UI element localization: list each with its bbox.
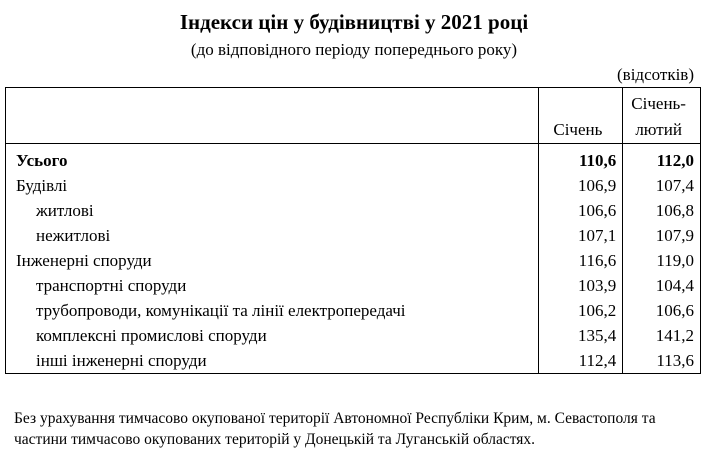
table-row — [6, 144, 701, 174]
row-jan-feb-cell: 106,6 — [655, 301, 694, 320]
header-january: Січень — [539, 88, 623, 144]
row-category-cell: транспортні споруди — [6, 273, 539, 298]
row-jan-feb-cell: 113,6 — [656, 351, 694, 370]
header-category — [6, 88, 539, 144]
row-january-cell: 106,9 — [539, 173, 623, 198]
row-category-cell: інші інженерні споруди — [6, 348, 539, 374]
table-row — [6, 198, 701, 223]
row-january-cell: 110,6 — [539, 144, 623, 174]
row-january-cell: 106,2 — [539, 298, 623, 323]
row-jan-feb-cell: 141,2 — [655, 326, 694, 345]
price-index-table — [5, 87, 701, 374]
row-january-cell: 106,6 — [539, 198, 623, 223]
row-category-cell: нежитлові — [6, 223, 539, 248]
table-row — [6, 173, 701, 198]
row-category-cell: житлові — [6, 198, 539, 223]
row-jan-feb-cell: 107,9 — [655, 226, 694, 245]
row-jan-feb-cell: 104,4 — [655, 276, 694, 295]
row-category-cell: трубопроводи, комунікації та лінії електропередачі — [6, 298, 539, 323]
row-jan-feb-cell: 119,0 — [656, 251, 694, 270]
header-jan-feb-line2: лютий — [635, 120, 682, 139]
table-body — [6, 144, 701, 374]
row-category-cell: Усього — [6, 144, 539, 174]
table-row — [6, 248, 701, 273]
page-subtitle: (до відповідного періоду попереднього року) — [190, 40, 518, 59]
footnote: Без урахування тимчасово окупованої території Автономної Республіки Крим, м. Севастополя та частини тимчасово окупованих територій у Донецькій та Луганській областях. — [14, 410, 656, 448]
row-jan-feb-cell: 106,8 — [655, 201, 694, 220]
row-january-cell: 107,1 — [539, 223, 623, 248]
table-row — [6, 223, 701, 248]
header-january-february — [623, 88, 701, 144]
table-row — [6, 298, 701, 323]
row-category-cell: Будівлі — [6, 173, 539, 198]
row-january-cell: 135,4 — [539, 323, 623, 348]
row-category-cell: Інженерні споруди — [6, 248, 539, 273]
table-row — [6, 273, 701, 298]
row-january-cell: 103,9 — [539, 273, 623, 298]
page-title: Індекси цін у будівництві у 2021 році — [179, 10, 529, 34]
table-row — [6, 348, 701, 374]
table-header-row — [6, 88, 701, 144]
table-row — [6, 323, 701, 348]
row-january-cell: 112,4 — [539, 348, 623, 374]
row-category-cell: комплексні промислові споруди — [6, 323, 539, 348]
row-jan-feb-cell: 107,4 — [655, 176, 694, 195]
row-january-cell: 116,6 — [539, 248, 623, 273]
unit-label: (відсотків) — [617, 65, 694, 84]
header-jan-feb-line1: Січень- — [631, 94, 686, 113]
row-jan-feb-cell: 112,0 — [656, 151, 694, 170]
